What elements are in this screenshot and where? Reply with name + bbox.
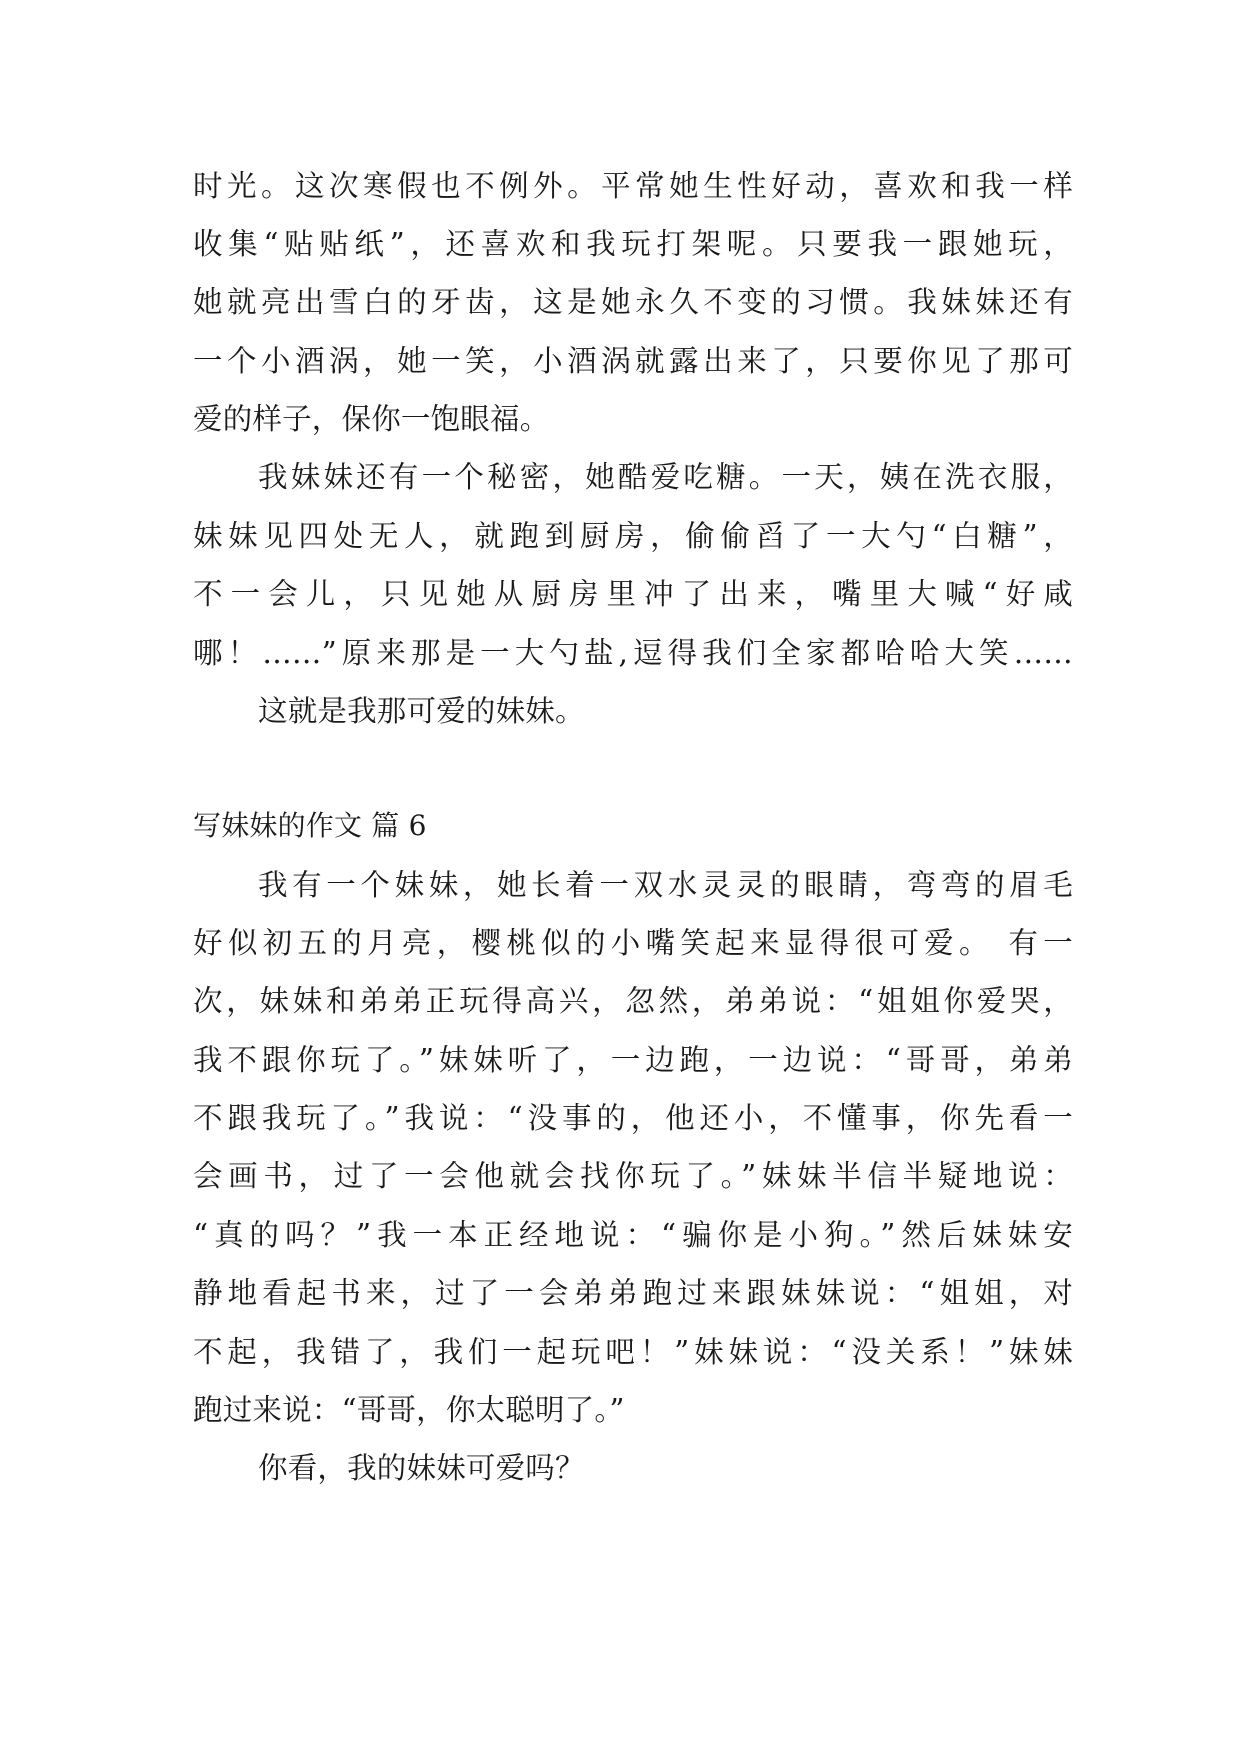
text-line: 我有一个妹妹，她长着一双水灵灵的眼睛，弯弯的眉毛 xyxy=(258,868,1073,902)
text-line: 这就是我那可爱的妹妹。 xyxy=(258,694,585,728)
text-line: 一个小酒涡，她一笑，小酒涡就露出来了，只要你见了那可 xyxy=(193,344,1073,378)
text-line: 你看，我的妹妹可爱吗？ xyxy=(258,1451,585,1485)
text-line: 不一会儿，只见她从厨房里冲了出来，嘴里大喊“好咸 xyxy=(193,577,1073,611)
text-line: 静地看起书来，过了一会弟弟跑过来跟妹妹说：“姐姐，对 xyxy=(193,1276,1073,1310)
text-line: 时光。这次寒假也不例外。平常她生性好动，喜欢和我一样 xyxy=(193,169,1073,203)
text-line: 跑过来说：“哥哥，你太聪明了。” xyxy=(193,1393,625,1427)
text-line: 我妹妹还有一个秘密，她酷爱吃糖。一天，姨在洗衣服， xyxy=(258,460,1073,494)
text-line: 妹妹见四处无人，就跑到厨房，偷偷舀了一大勺“白糖”， xyxy=(193,519,1073,553)
section-heading: 写妹妹的作文 篇 6 xyxy=(193,809,427,842)
text-line: 收集“贴贴纸”，还喜欢和我玩打架呢。只要我一跟她玩， xyxy=(193,227,1073,261)
text-line: 会画书，过了一会他就会找你玩了。”妹妹半信半疑地说： xyxy=(193,1159,1073,1193)
text-line: 她就亮出雪白的牙齿，这是她永久不变的习惯。我妹妹还有 xyxy=(193,285,1073,319)
text-line: 哪！……”原来那是一大勺盐,逗得我们全家都哈哈大笑…… xyxy=(193,636,1073,670)
text-line: 次，妹妹和弟弟正玩得高兴，忽然，弟弟说：“姐姐你爱哭， xyxy=(193,984,1073,1018)
text-line: 我不跟你玩了。”妹妹听了，一边跑，一边说：“哥哥，弟弟 xyxy=(193,1043,1073,1077)
text-line: 不起，我错了，我们一起玩吧！”妹妹说：“没关系！”妹妹 xyxy=(193,1335,1073,1369)
text-line: “真的吗？”我一本正经地说：“骗你是小狗。”然后妹妹安 xyxy=(193,1218,1073,1252)
text-line: 好似初五的月亮，樱桃似的小嘴笑起来显得很可爱。 有一 xyxy=(193,926,1073,960)
text-line: 不跟我玩了。”我说：“没事的，他还小，不懂事，你先看一 xyxy=(193,1101,1073,1135)
text-line: 爱的样子，保你一饱眼福。 xyxy=(193,402,550,436)
